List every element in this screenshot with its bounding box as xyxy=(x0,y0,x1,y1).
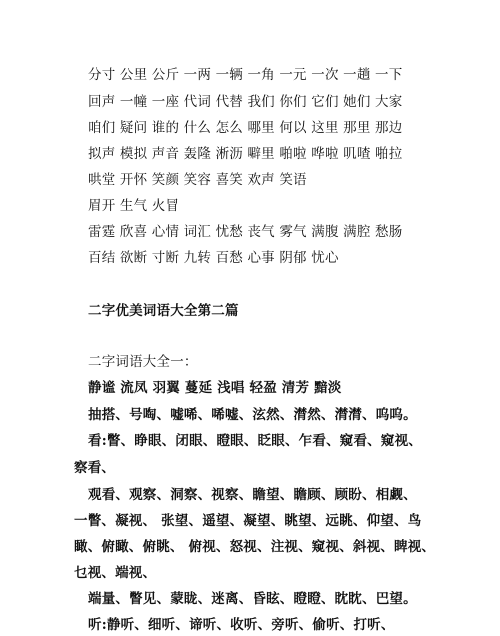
text-line-bold-8: 乜视、端视、 xyxy=(74,565,157,581)
section-heading: 二字优美词语大全第二篇 xyxy=(88,303,239,319)
text-line-bold-3: 看:瞥、睁眼、闭眼、瞪眼、眨眼、乍看、窥看、窥视、 xyxy=(88,433,422,449)
text-line-bold-5: 观看、观察、洞察、视察、瞻望、瞻顾、顾盼、相觑、 xyxy=(88,487,417,503)
text-line-bold-7: 瞰、俯瞰、俯眺、 俯视、怒视、注视、窥视、斜视、睥视、 xyxy=(74,539,436,555)
text-line-8: 百结 欲断 寸断 九转 百愁 心事 阴郁 忧心 xyxy=(88,250,339,266)
text-line-2: 回声 一幢 一座 代词 代替 我们 你们 它们 她们 大家 xyxy=(88,94,403,110)
text-line-7: 雷霆 欣喜 心情 词汇 忧愁 丧气 雾气 满腹 满腔 愁肠 xyxy=(88,224,403,240)
text-line-bold-2: 抽搭、号啕、嘘唏、唏嘘、泫然、潸然、潸潸、呜呜。 xyxy=(88,407,417,423)
subheading: 二字词语大全一： xyxy=(88,354,198,370)
text-line-6: 眉开 生气 火冒 xyxy=(88,198,180,214)
text-line-bold-6: 一瞥、凝视、 张望、遥望、凝望、眺望、远眺、仰望、鸟 xyxy=(74,513,422,529)
text-line-bold-4: 察看、 xyxy=(74,460,116,476)
text-line-bold-10: 听:静听、细听、谛听、收听、旁听、偷听、打听、 xyxy=(88,617,395,633)
text-line-4: 拟声 模拟 声音 轰隆 淅沥 噼里 啪啦 哗啦 叽喳 啪拉 xyxy=(88,146,403,162)
text-line-bold-9: 端量、瞥见、蒙眬、迷离、昏眩、瞪瞪、眈眈、巴望。 xyxy=(88,591,417,607)
text-line-5: 哄堂 开怀 笑颜 笑容 喜笑 欢声 笑语 xyxy=(88,172,307,188)
text-line-bold-1: 静谧 流凤 羽翼 蔓延 浅唱 轻盈 清芳 黯淡 xyxy=(88,380,342,396)
text-line-1: 分寸 公里 公斤 一两 一辆 一角 一元 一次 一趟 一下 xyxy=(88,67,403,83)
text-line-3: 咱们 疑问 谁的 什么 怎么 哪里 何以 这里 那里 那边 xyxy=(88,120,403,136)
